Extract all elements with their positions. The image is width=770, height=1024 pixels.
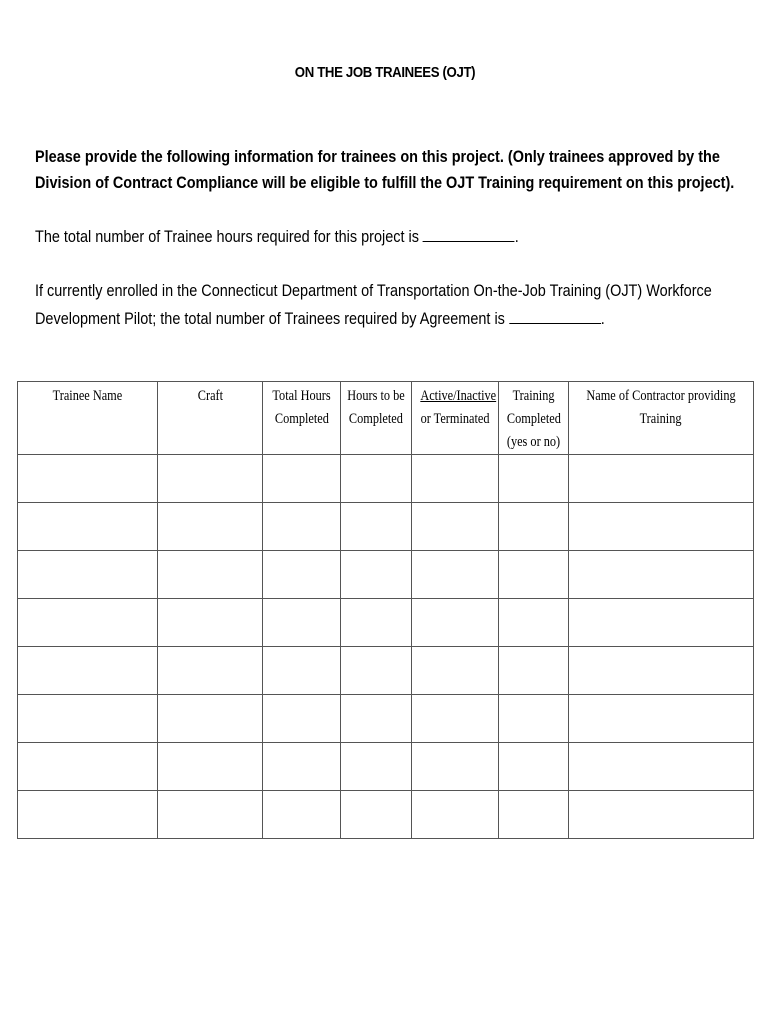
header-training-completed: Training Completed (yes or no) — [499, 382, 569, 455]
contractor-name-cell[interactable] — [569, 599, 754, 647]
training-completed-cell[interactable] — [499, 743, 569, 791]
table-row — [18, 743, 754, 791]
instructions-line-2: Division of Contract Compliance will be eligible to fulfill the OJT Training requirement on this project). — [35, 173, 735, 192]
trainee-name-cell[interactable] — [18, 647, 158, 695]
hours-required-label: The total number of Trainee hours required for this project is — [35, 227, 419, 246]
contractor-name-cell[interactable] — [569, 503, 754, 551]
contractor-name-cell[interactable] — [569, 791, 754, 839]
trainee-name-cell[interactable] — [18, 791, 158, 839]
contractor-name-cell[interactable] — [569, 743, 754, 791]
instructions-paragraph — [35, 144, 735, 196]
table-row — [18, 455, 754, 503]
contractor-name-cell[interactable] — [569, 455, 754, 503]
training-completed-cell[interactable] — [499, 455, 569, 503]
table-row — [18, 551, 754, 599]
total-hours-completed-cell[interactable] — [263, 599, 341, 647]
hours-to-be-completed-cell[interactable] — [341, 743, 412, 791]
pilot-period: . — [600, 309, 605, 328]
craft-cell[interactable] — [158, 599, 263, 647]
status-cell[interactable] — [412, 695, 499, 743]
header-row — [18, 382, 754, 455]
trainee-name-cell[interactable] — [18, 455, 158, 503]
training-completed-cell[interactable] — [499, 503, 569, 551]
hours-to-be-completed-cell[interactable] — [341, 599, 412, 647]
status-cell[interactable] — [412, 599, 499, 647]
status-cell[interactable] — [412, 455, 499, 503]
hours-required-statement — [35, 223, 707, 251]
training-completed-cell[interactable] — [499, 551, 569, 599]
total-hours-completed-cell[interactable] — [263, 743, 341, 791]
status-cell[interactable] — [412, 791, 499, 839]
hours-to-be-completed-cell[interactable] — [341, 647, 412, 695]
hours-to-be-completed-cell[interactable] — [341, 551, 412, 599]
header-trainee-name: Trainee Name — [18, 382, 158, 455]
contractor-name-cell[interactable] — [569, 647, 754, 695]
hours-required-period: . — [514, 227, 519, 246]
header-status: Active/Inactive or Terminated — [412, 382, 499, 455]
trainee-name-cell[interactable] — [18, 599, 158, 647]
total-hours-completed-cell[interactable] — [263, 695, 341, 743]
header-contractor-name: Name of Contractor providing Training — [569, 382, 754, 455]
total-hours-completed-cell[interactable] — [263, 455, 341, 503]
trainee-table-body — [18, 455, 754, 839]
pilot-line-1: If currently enrolled in the Connecticut Department of Transportation On-the-Job Training (OJT) Workforce — [35, 281, 712, 300]
hours-to-be-completed-cell[interactable] — [341, 791, 412, 839]
contractor-name-cell[interactable] — [569, 551, 754, 599]
craft-cell[interactable] — [158, 503, 263, 551]
status-cell[interactable] — [412, 647, 499, 695]
status-cell[interactable] — [412, 503, 499, 551]
form-title: ON THE JOB TRAINEES (OJT) — [294, 64, 476, 81]
header-total-hours-completed: Total Hours Completed — [263, 382, 341, 455]
training-completed-cell[interactable] — [499, 599, 569, 647]
table-row — [18, 503, 754, 551]
contractor-name-cell[interactable] — [569, 695, 754, 743]
table-row — [18, 791, 754, 839]
pilot-statement — [35, 277, 712, 333]
total-hours-completed-cell[interactable] — [263, 551, 341, 599]
craft-cell[interactable] — [158, 791, 263, 839]
craft-cell[interactable] — [158, 743, 263, 791]
craft-cell[interactable] — [158, 647, 263, 695]
total-hours-completed-cell[interactable] — [263, 791, 341, 839]
table-row — [18, 647, 754, 695]
training-completed-cell[interactable] — [499, 695, 569, 743]
craft-cell[interactable] — [158, 551, 263, 599]
total-hours-completed-cell[interactable] — [263, 503, 341, 551]
craft-cell[interactable] — [158, 695, 263, 743]
header-hours-to-be-completed: Hours to be Completed — [341, 382, 412, 455]
trainee-name-cell[interactable] — [18, 503, 158, 551]
hours-to-be-completed-cell[interactable] — [341, 455, 412, 503]
total-hours-completed-cell[interactable] — [263, 647, 341, 695]
training-completed-cell[interactable] — [499, 791, 569, 839]
trainee-name-cell[interactable] — [18, 695, 158, 743]
hours-required-blank[interactable] — [423, 224, 515, 242]
status-cell[interactable] — [412, 551, 499, 599]
craft-cell[interactable] — [158, 455, 263, 503]
instructions-line-1: Please provide the following information for trainees on this project. (Only trainees approved by the — [35, 147, 720, 166]
pilot-line-2: Development Pilot; the total number of Trainees required by Agreement is — [35, 309, 505, 328]
training-completed-cell[interactable] — [499, 647, 569, 695]
trainee-name-cell[interactable] — [18, 551, 158, 599]
trainees-required-blank[interactable] — [509, 306, 601, 324]
hours-to-be-completed-cell[interactable] — [341, 503, 412, 551]
trainee-table — [17, 381, 754, 839]
table-row — [18, 695, 754, 743]
header-craft: Craft — [158, 382, 263, 455]
table-row — [18, 599, 754, 647]
hours-to-be-completed-cell[interactable] — [341, 695, 412, 743]
status-cell[interactable] — [412, 743, 499, 791]
trainee-name-cell[interactable] — [18, 743, 158, 791]
